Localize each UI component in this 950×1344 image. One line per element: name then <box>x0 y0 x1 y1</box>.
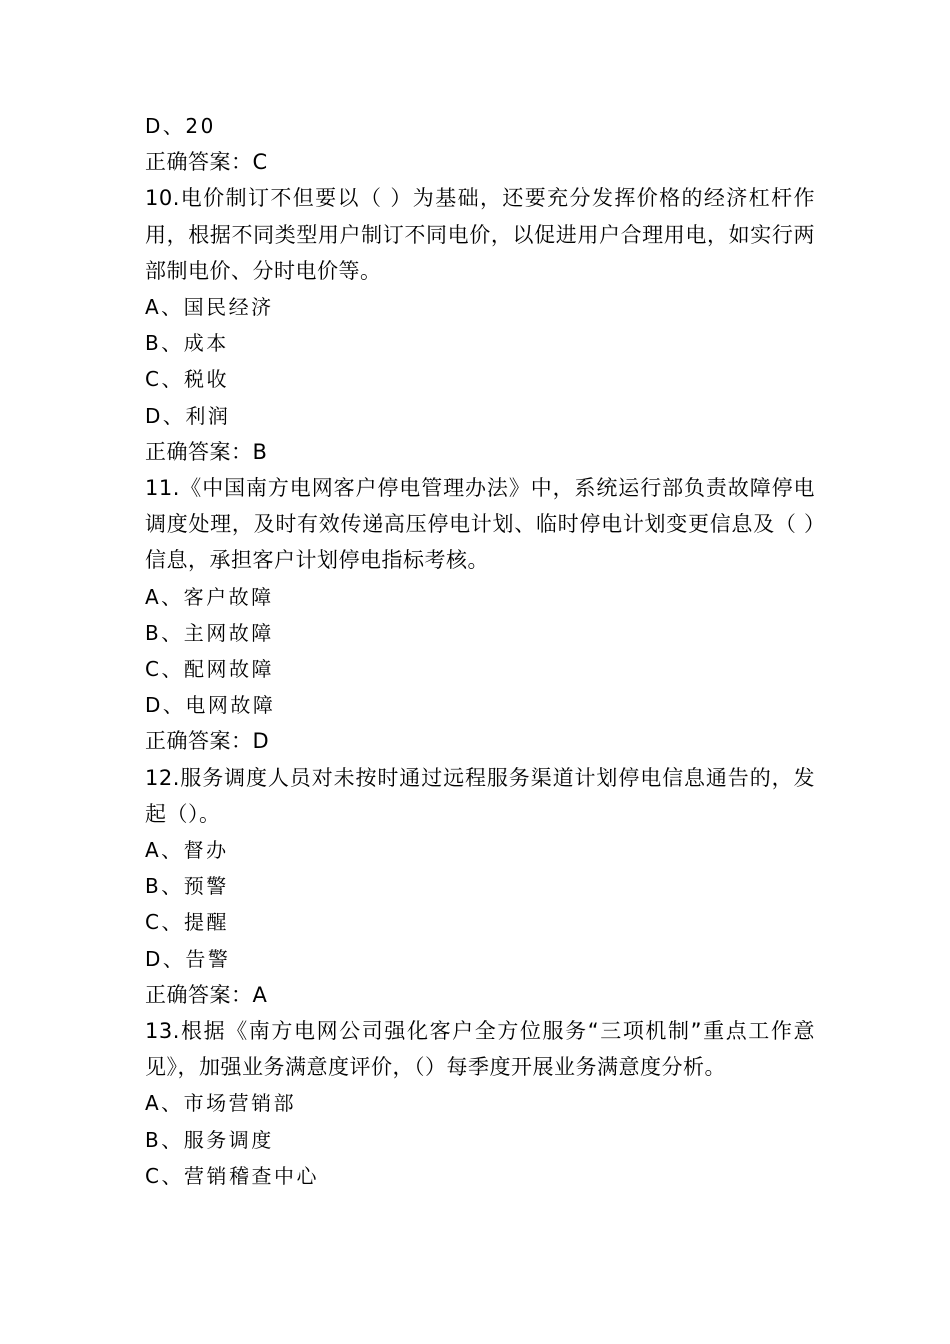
question-10-option-b: B、成本 <box>145 331 229 356</box>
document-content <box>145 108 815 1194</box>
question-13-option-c: C、营销稽查中心 <box>145 1163 319 1188</box>
question-10-text: 10.电价制订不但要以（ ）为基础，还要充分发挥价格的经济杠杆作用，根据不同类型用户制订不同电价，以促进用户合理用电，如实行两部制电价、分时电价等。 <box>145 186 815 283</box>
question-10-option-a: A、国民经济 <box>145 295 274 320</box>
question-10-option-d: D、利润 <box>145 403 231 428</box>
question-13-text: 13.根据《南方电网公司强化客户全方位服务“三项机制”重点工作意见》，加强业务满意度评价，（）每季度开展业务满意度分析。 <box>145 1019 815 1080</box>
question-13-option-b: B、服务调度 <box>145 1127 274 1152</box>
question-12-text: 12.服务调度人员对未按时通过远程服务渠道计划停电信息通告的，发起（）。 <box>145 765 815 826</box>
question-12-option-c: C、提醒 <box>145 910 229 935</box>
question-12-option-d: D、告警 <box>145 946 231 971</box>
question-11-text: 11.《中国南方电网客户停电管理办法》中，系统运行部负责故障停电调度处理，及时有效传递高压停电计划、临时停电计划变更信息及（ ）信息，承担客户计划停电指标考核。 <box>145 476 815 573</box>
question-10-option-c: C、税收 <box>145 367 229 392</box>
question-10-answer: 正确答案：B <box>145 439 268 464</box>
question-11-option-b: B、主网故障 <box>145 620 274 645</box>
question-13-option-a: A、市场营销部 <box>145 1091 297 1116</box>
question-11-answer: 正确答案：D <box>145 729 270 754</box>
question-11-option-c: C、配网故障 <box>145 657 274 682</box>
question-11-option-d: D、电网故障 <box>145 693 276 718</box>
question-12-answer: 正确答案：A <box>145 982 268 1007</box>
answer-prev: 正确答案：C <box>145 150 268 175</box>
question-12-option-b: B、预警 <box>145 874 229 899</box>
question-11-option-a: A、客户故障 <box>145 584 274 609</box>
option-d-prev: D、20 <box>145 114 216 138</box>
question-12-option-a: A、督办 <box>145 838 229 863</box>
